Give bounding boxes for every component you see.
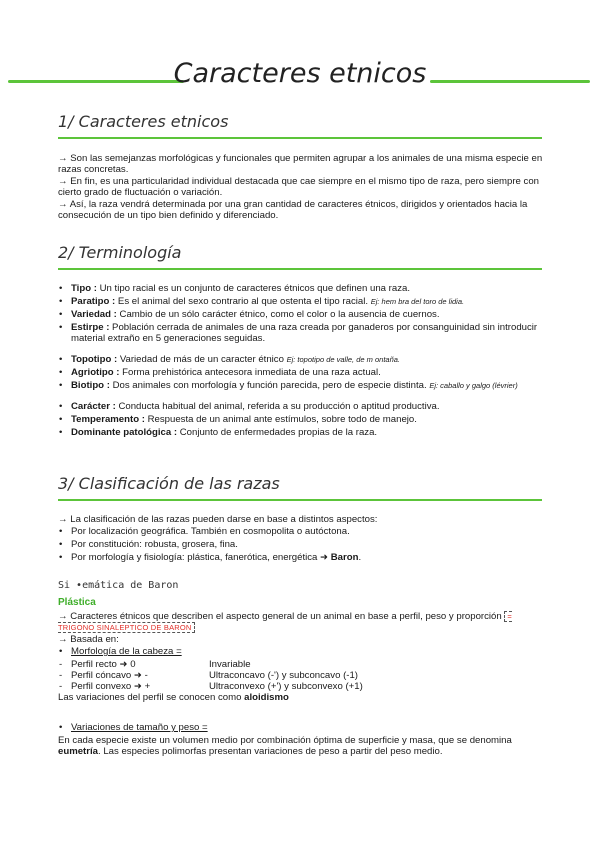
list-item: • Dominante patológica : Conjunto de enfermedades propias de la raza.	[58, 427, 548, 438]
profile-row: - Perfil recto ➜ 0 Invariable	[58, 659, 548, 670]
list-item: • Estirpe : Población cerrada de animales de una raza creada por ganaderos por consanguinidad sin introducir material extraño en 5 generaciones seguidas.	[58, 322, 548, 344]
paragraph: → Caracteres étnicos que describen el aspecto general de un animal en base a perfil, peso y proporción = TRIGONO SINALEPTICO DE BARON	[58, 611, 512, 632]
list-item: • Variaciones de tamaño y peso =	[58, 722, 548, 733]
paragraph: Las variaciones del perfil se conocen como aloidismo	[58, 692, 289, 703]
title-row	[0, 56, 600, 100]
terminology-list	[58, 283, 548, 440]
section-1-body	[58, 153, 548, 222]
paragraph: → Basada en:	[58, 634, 119, 645]
list-item: • Por constitución: robusta, grosera, fina.	[58, 539, 548, 550]
section-heading-1: 1/ Caracteres etnicos	[58, 112, 542, 139]
page-title: Caracteres etnicos	[173, 58, 427, 89]
list-item: • Morfología de la cabeza =	[58, 646, 548, 657]
paragraph: → La clasificación de las razas pueden darse en base a distintos aspectos:	[58, 514, 378, 525]
paragraph: En cada especie existe un volumen medio por combinación óptima de superficie y masa, que se denomina eumetría. Las especies polimorfas presentan variaciones de peso a partir del peso medio.	[58, 735, 512, 757]
list-item: • Temperamento : Respuesta de un animal ante estímulos, sobre todo de manejo.	[58, 414, 548, 425]
title-underline-right	[430, 80, 590, 83]
tamano-block	[58, 722, 548, 758]
profile-row: - Perfil cóncavo ➜ - Ultraconcavo (-') y subconcavo (-1)	[58, 670, 548, 681]
trigono-box: = TRIGONO SINALEPTICO DE BARON	[58, 612, 512, 632]
list-item: • Por localización geográfica. También en cosmopolita o autóctona.	[58, 526, 548, 537]
subheading-baron: Si •emática de Baron	[58, 580, 179, 591]
list-item: • Carácter : Conducta habitual del animal, referida a su producción o aptitud productiva.	[58, 401, 548, 412]
list-item: • Por morfología y fisiología: plástica, fanerótica, energética ➜ Baron.	[58, 552, 548, 563]
list-item: • Tipo : Un tipo racial es un conjunto de caracteres étnicos que definen una raza.	[58, 283, 548, 294]
subheading-plastica: Plástica	[58, 597, 96, 608]
paragraph: → Son las semejanzas morfológicas y funcionales que permiten agrupar a los animales de una misma especie en razas concretas.	[58, 153, 543, 175]
section-3-intro	[58, 514, 548, 565]
profile-row: - Perfil convexo ➜ + Ultraconvexo (+') y subconvexo (+1)	[58, 681, 548, 692]
list-item: • Variedad : Cambio de un sólo carácter étnico, como el color o la ausencia de cuernos.	[58, 309, 548, 320]
paragraph: → Así, la raza vendrá determinada por una gran cantidad de caracteres étnicos, dirigidos y orientados hacia la consecución de un tipo bien definido y diferenciado.	[58, 199, 528, 221]
list-item: • Agriotipo : Forma prehistórica antecesora inmediata de una raza actual.	[58, 367, 548, 378]
section-heading-2: 2/ Terminología	[58, 243, 542, 270]
paragraph: → En fin, es una particularidad individual destacada que cae siempre en el mismo tipo de raza, pero siempre con cierto grado de fluctuación o variación.	[58, 176, 540, 198]
list-item: • Paratipo : Es el animal del sexo contrario al que ostenta el tipo racial. Ej: hem bra del toro de lidia.	[58, 296, 548, 307]
list-item: • Topotipo : Variedad de más de un caracter étnico Ej: topotipo de valle, de m ontaña.	[58, 354, 548, 365]
section-heading-3: 3/ Clasificación de las razas	[58, 474, 542, 501]
plastica-body	[58, 611, 548, 704]
list-item: • Biotipo : Dos animales con morfología y función parecida, pero de especie distinta. Ej: caballo y galgo (lévrier)	[58, 380, 548, 391]
